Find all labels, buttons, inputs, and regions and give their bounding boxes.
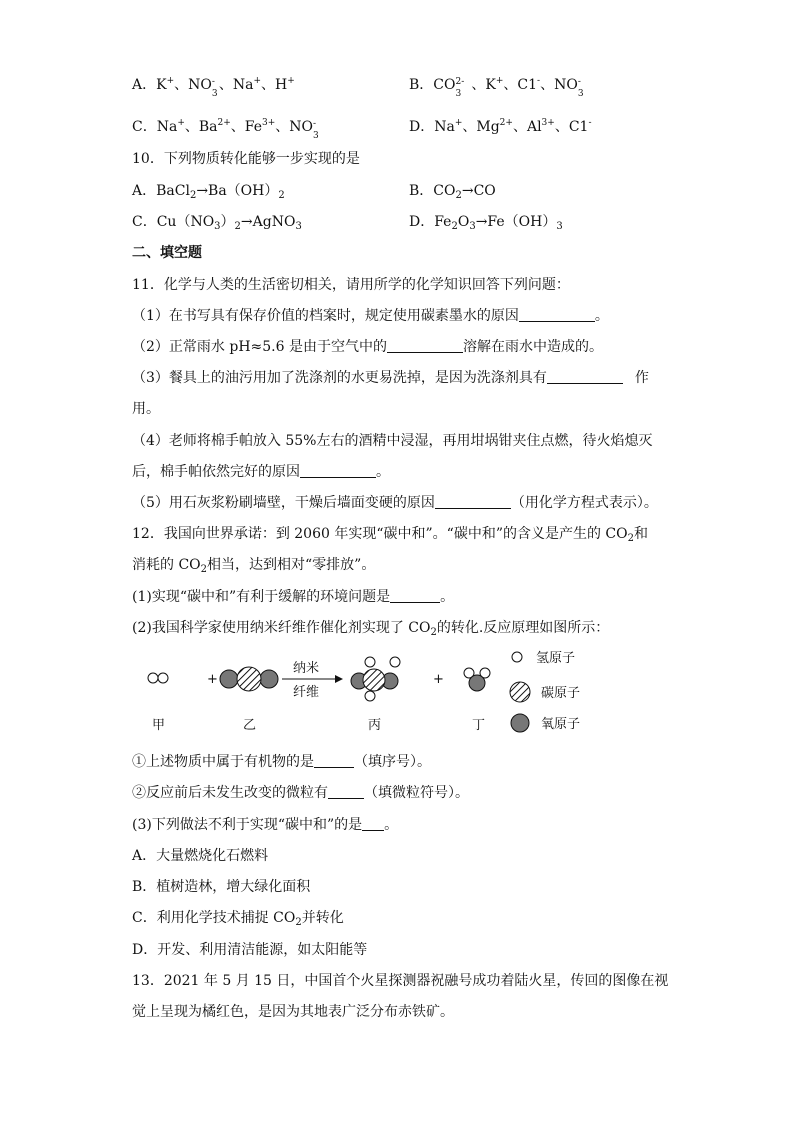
q11-part4-cont: 后，棉手帕依然完好的原因 。 [132, 464, 390, 480]
q12-option-c: C．利用化学技术捕捉 $CO_2$并转化 [132, 910, 344, 928]
q12-option-d: D．开发、利用清洁能源，如太阳能等 [132, 942, 368, 958]
molecule-bing [351, 657, 400, 701]
q13-stem-line2: 觉上呈现为橘红色，是因为其地表广泛分布赤铁矿。 [132, 1004, 454, 1020]
q11-part3: （3）餐具上的油污用加了洗涤剂的水更易洗掉，是因为洗涤剂具有 作 [132, 370, 649, 386]
answer-blank[interactable] [314, 753, 354, 768]
q12-option-b: B．植树造林，增大绿化面积 [132, 879, 311, 895]
plus-sign: + [207, 672, 218, 687]
catalyst-label-2: 纤维 [293, 685, 320, 700]
q9-option-b: B．CO 2- 3 、K+、C1-、NO - 3 [409, 76, 584, 99]
answer-blank[interactable] [328, 784, 364, 799]
molecule-yi-co2 [220, 667, 278, 691]
q9-option-a: A．K+、NO - 3 、Na+、H+ [132, 76, 295, 99]
answer-blank[interactable] [519, 307, 595, 322]
legend-hydrogen-symbol [512, 652, 522, 662]
q11-part2: （2）正常雨水 pH≈5.6 是由于空气中的 溶解在雨水中造成的。 [132, 339, 603, 355]
molecule-jia-h2 [148, 673, 168, 683]
q9-option-c: C．Na+、$Ba^{2+}$、$Fe^{3+}$、NO - 3 [132, 118, 319, 141]
q12-sub2: ②反应前后未发生改变的微粒有 （填微粒符号）。 [132, 785, 469, 801]
molecule-ding-h2o [464, 668, 490, 691]
q11-part4: （4）老师将棉手帕放入 55%左右的酒精中浸湿，再用坩埚钳夹住点燃，待火焰熄灭 [132, 433, 653, 449]
reaction-diagram [132, 645, 602, 740]
q12-sub1: ①上述物质中属于有机物的是 （填序号）。 [132, 754, 431, 770]
plus-sign: + [433, 672, 444, 687]
label-ding: 丁 [472, 718, 486, 733]
q12-stem-line2: 消耗的 $CO_2$相当，达到相对“零排放”。 [132, 557, 376, 575]
legend-carbon-symbol [510, 682, 530, 702]
q10-option-b: B．$CO_2\to CO$ [409, 183, 496, 201]
q10-option-d: D．$Fe_2O_3\to Fe(OH)_3$ [409, 214, 563, 232]
label-bing: 丙 [368, 718, 382, 733]
q12-part3: (3)下列做法不利于实现“碳中和”的是 。 [132, 817, 399, 833]
catalyst-label-1: 纳米 [293, 661, 320, 676]
q12-part2: (2)我国科学家使用纳米纤维作催化剂实现了 $CO_2$的转化.反应原理如图所示： [132, 620, 610, 638]
q12-stem-line1: 12．我国向世界承诺：到 2060 年实现“碳中和”。“碳中和”的含义是产生的 $CO_2$和 [132, 526, 648, 544]
q11-part5: （5）用石灰浆粉刷墙壁，干燥后墙面变硬的原因 （用化学方程式表示）。 [132, 495, 658, 511]
legend-oxygen: 氧原子 [541, 717, 581, 732]
label-jia: 甲 [152, 718, 166, 733]
answer-blank[interactable] [435, 494, 511, 509]
q11-part1: （1）在书写具有保存价值的档案时，规定使用碳素墨水的原因 。 [132, 308, 609, 324]
q9-option-d: D．Na+、$Mg^{2+}$、$Al^{3+}$、C1- [409, 118, 592, 135]
answer-blank[interactable] [390, 588, 440, 603]
legend-hydrogen: 氢原子 [536, 651, 576, 666]
q10-stem: 10．下列物质转化能够一步实现的是 [132, 151, 360, 167]
answer-blank[interactable] [387, 338, 463, 353]
q12-part1: (1)实现“碳中和”有利于缓解的环境问题是 。 [132, 589, 455, 605]
q12-option-a: A．大量燃烧化石燃料 [132, 848, 269, 864]
answer-blank[interactable] [300, 463, 376, 478]
q11-stem: 11．化学与人类的生活密切相关，请用所学的化学知识回答下列问题： [132, 277, 570, 293]
q10-option-a: A．$BaCl_2\to Ba(OH)_2$ [132, 183, 285, 201]
section-heading: 二、填空题 [132, 245, 202, 261]
answer-blank[interactable] [362, 816, 384, 831]
q10-option-c: C．$Cu(NO_3)_2\to AgNO_3$ [132, 214, 302, 232]
legend-oxygen-symbol [511, 714, 529, 732]
q13-stem-line1: 13．2021 年 5 月 15 日，中国首个火星探测器祝融号成功着陆火星，传回的图像在视 [132, 973, 669, 989]
legend [510, 651, 580, 732]
legend-carbon: 碳原子 [541, 686, 581, 701]
label-yi: 乙 [243, 718, 257, 733]
q11-part3-cont: 用。 [132, 401, 160, 417]
answer-blank[interactable] [547, 369, 623, 384]
reaction-arrow [282, 660, 343, 700]
